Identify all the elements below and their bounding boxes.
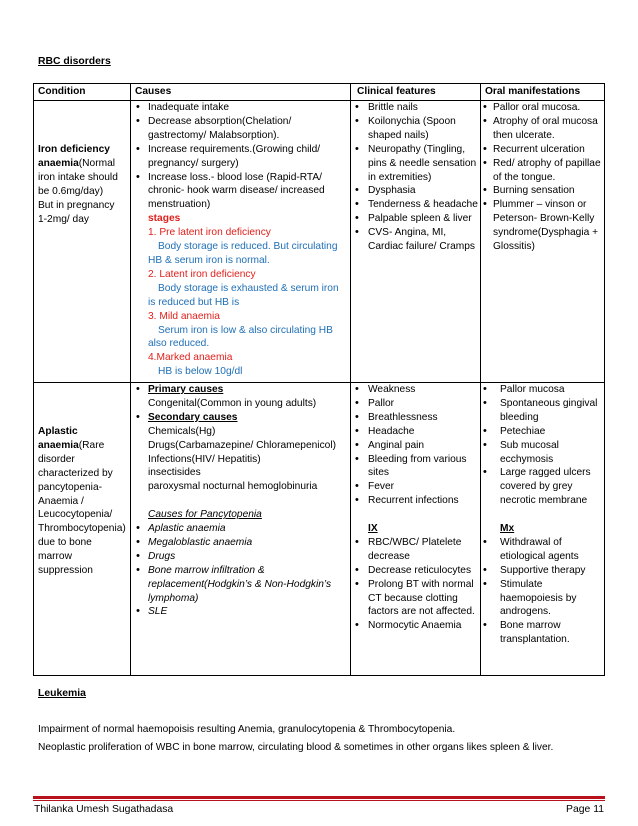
stage-1-title: 1. Pre latent iron deficiency [148,227,271,239]
list-item: • Headache [351,425,478,439]
list-item: • Bleeding from various sites [351,453,478,481]
list-item: • Breathlessness [351,411,478,425]
list-item: • SLE [131,605,348,619]
ix-label: IX [368,523,378,535]
list-item: • Drugs [131,550,348,564]
list-item [131,383,348,397]
rbc-disorders-table [33,83,605,676]
condition-note: (Normal iron intake should be 0.6mg/day) [38,157,118,197]
stage-3-desc-cont: also reduced. [148,338,210,350]
condition-note: (Rare disorder characterized by pancytopenia-Anaemia / Leucocytopenia/ Thrombocytopenia) due to bone marrow suppression [38,439,126,577]
stage-3-title: 3. Mild anaemia [148,310,220,322]
list-item: • Spontaneous gingival bleeding [481,397,602,425]
list-item: • Fever [351,480,478,494]
list-item: • Burning sensation [481,184,602,198]
list-item: • Decrease reticulocytes [351,564,478,578]
clinical-list [351,383,478,508]
list-item: • Large ragged ulcers covered by grey necrotic membrane [481,466,602,508]
list-item: • Plummer – vinson or Peterson- Brown-Kelly syndrome(Dysphagia + Glossitis) [481,198,602,254]
condition-note-pregnancy: But in pregnancy 1-2mg/ day [38,199,115,225]
primary-causes-label: Primary causes [148,384,224,395]
list-item: • Pallor oral mucosa. [481,101,602,115]
condition-title: Aplastic anaemia [38,426,79,451]
footer-author: Thilanka Umesh Sugathadasa [34,804,174,815]
oral-manifestations-cell [481,383,605,676]
list-item: • Neuropathy (Tingling, pins & needle sensation in extremities) [351,143,478,185]
condition-cell [34,101,131,383]
list-item: • Normocytic Anaemia [351,619,478,633]
list-item: • Anginal pain [351,439,478,453]
secondary-cause: Chemicals(Hg) [148,425,216,437]
list-item: • Bone marrow infiltration & replacement(Hodgkin’s & Non-Hodgkin’s lymphoma) [131,564,348,606]
stages-label: stages [148,213,181,225]
clinical-features-cell [351,101,481,383]
header-clinical: Clinical features [351,84,481,101]
footer-rule [33,796,605,799]
secondary-cause: Infections(HIV/ Hepatitis) [148,453,261,465]
footer-rule-thin [33,800,605,801]
causes-cell [131,101,351,383]
list-item: • CVS- Angina, MI, Cardiac failure/ Cramps [351,226,478,254]
list-item: • Recurrent ulceration [481,143,602,157]
clinical-list [351,101,478,254]
list-item: • Recurrent infections [351,494,478,508]
primary-causes-text: Congenital(Common in young adults) [148,397,317,409]
list-item: • Bone marrow transplantation. [481,619,602,647]
list-item: • Koilonychia (Spoon shaped nails) [351,115,478,143]
causes-list [131,383,348,397]
secondary-cause: insectisides [148,467,201,479]
clinical-features-cell [351,383,481,676]
condition-cell [34,383,131,676]
list-item: • Increase requirements.(Growing child/ pregnancy/ surgery) [131,143,348,171]
list-item: • Weakness [351,383,478,397]
list-item: • Prolong BT with normal CT because clotting factors are not affected. [351,578,478,620]
mx-label: Mx [500,523,515,535]
ix-list [351,536,478,633]
list-item: • Red/ atrophy of papillae of the tongue. [481,157,602,185]
list-item: • Petechiae [481,425,602,439]
list-item: • Sub mucosal ecchymosis [481,439,602,467]
list-item: • Palpable spleen & liver [351,212,478,226]
list-item: • RBC/WBC/ Platelete decrease [351,536,478,564]
list-item: • Megaloblastic anaemia [131,536,348,550]
list-item: • Aplastic anaemia [131,522,348,536]
stage-4-desc: HB is below 10g/dl [158,366,243,378]
table-row-iron-deficiency [34,101,605,383]
header-causes: Causes [131,84,351,101]
stage-3-desc: Serum iron is low & also circulating HB [158,324,333,336]
pancytopenia-label: Causes for Pancytopenia [148,509,262,521]
mx-list [481,536,602,647]
stage-2-desc-cont: is reduced but HB is [148,296,240,308]
list-item: • Stimulate haemopoiesis by androgens. [481,578,602,620]
oral-manifestations-cell [481,101,605,383]
leukemia-title: Leukemia [38,688,86,699]
secondary-list [131,411,348,425]
list-item [131,411,348,425]
list-item: • Pallor mucosa [481,383,602,397]
header-oral: Oral manifestations [481,84,605,101]
section-title: RBC disorders [38,56,111,67]
list-item: • Atrophy of oral mucosa then ulcerate. [481,115,602,143]
list-item: • Supportive therapy [481,564,602,578]
stage-2-title: 2. Latent iron deficiency [148,268,256,280]
list-item: • Withdrawal of etiological agents [481,536,602,564]
stage-2-desc: Body storage is exhausted & serum iron [158,282,339,294]
condition-title: Iron deficiency anaemia [38,144,110,169]
list-item: • Tenderness & headache [351,198,478,212]
list-item: • Increase loss.- blood lose (Rapid-RTA/ chronic- hook warm disease/ increased menstruation) [131,171,348,213]
list-item: • Brittle nails [351,101,478,115]
list-item: • Pallor [351,397,478,411]
oral-list [481,383,602,508]
secondary-cause: Drugs(Carbamazepine/ Chloramepenicol) [148,439,336,451]
list-item: • Inadequate intake [131,101,348,115]
leukemia-paragraph: Impairment of normal haemopoisis resulting Anemia, granulocytopenia & Thrombocytopenia. [38,724,456,735]
leukemia-paragraph: Neoplastic proliferation of WBC in bone marrow, circulating blood & sometimes in other organs likes spleen & liver. [38,742,554,753]
stage-4-title: 4.Marked anaemia [148,352,233,364]
list-item: • Dysphasia [351,184,478,198]
causes-cell [131,383,351,676]
header-condition: Condition [34,84,131,101]
stage-1-desc-cont: HB & serum iron is normal. [148,254,270,266]
footer-page-number: Page 11 [566,804,604,815]
pancytopenia-list [131,522,348,619]
stage-1-desc: Body storage is reduced. But circulating [158,241,338,253]
list-item: • Decrease absorption(Chelation/ gastrectomy/ Malabsorption). [131,115,348,143]
secondary-cause: paroxysmal nocturnal hemoglobinuria [148,481,318,493]
secondary-causes-label: Secondary causes [148,411,238,423]
oral-list [481,101,602,254]
causes-list [131,101,348,212]
table-header-row [34,84,605,101]
table-row-aplastic [34,383,605,676]
